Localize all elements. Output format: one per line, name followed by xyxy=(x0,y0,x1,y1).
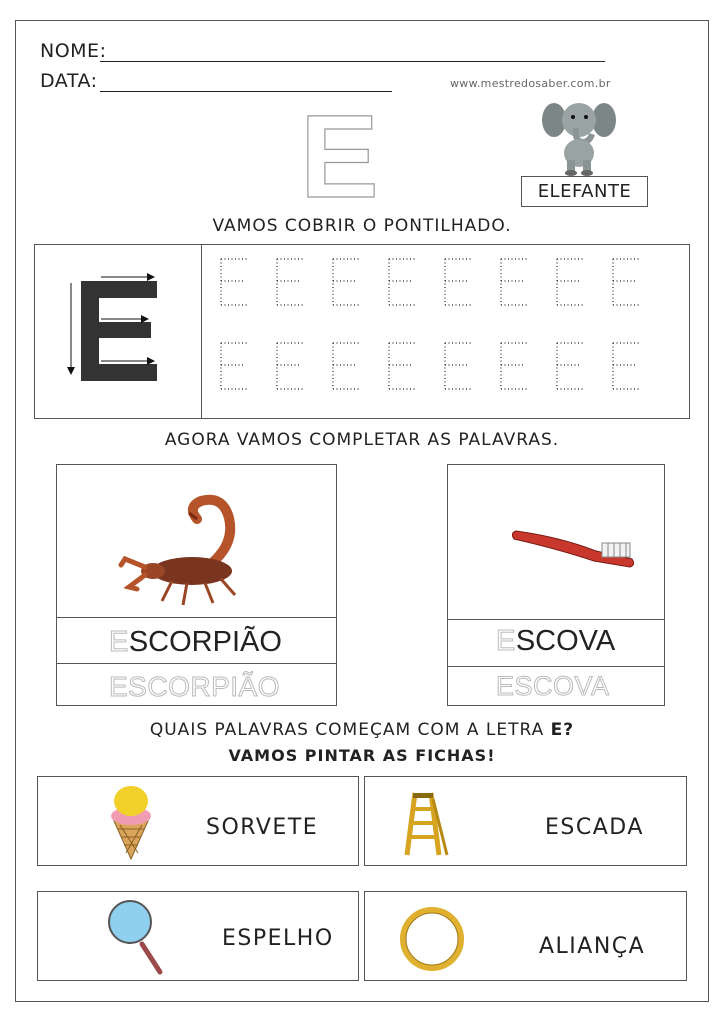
ring-icon xyxy=(397,904,467,974)
highlight-letter: E? xyxy=(550,720,575,740)
word-card-alianca[interactable] xyxy=(364,891,687,981)
word-card-scorpion xyxy=(56,464,337,706)
word-trace-toothbrush[interactable]: ESCOVA xyxy=(496,671,610,701)
dotted-letter[interactable] xyxy=(499,257,531,307)
ladder-icon xyxy=(403,791,449,857)
dotted-letter[interactable] xyxy=(219,257,251,307)
dotted-letter[interactable] xyxy=(611,257,643,307)
model-letter-e xyxy=(61,271,191,386)
word-card-toothbrush xyxy=(447,464,665,706)
dotted-letter[interactable] xyxy=(331,257,363,307)
word-trace-scorpion[interactable]: ESCORPIÃO xyxy=(109,671,280,702)
dotted-letter[interactable] xyxy=(275,341,307,391)
missing-letter: E xyxy=(109,626,129,658)
word-complete-toothbrush[interactable] xyxy=(496,625,615,658)
dotted-letter[interactable] xyxy=(331,341,363,391)
scorpion-icon xyxy=(117,483,267,613)
date-label: DATA: xyxy=(40,70,98,92)
dotted-letter[interactable] xyxy=(443,341,475,391)
dotted-letter[interactable] xyxy=(555,341,587,391)
word-card-escada[interactable] xyxy=(364,776,687,866)
word-card-espelho[interactable] xyxy=(37,891,359,981)
dotted-letter[interactable] xyxy=(387,341,419,391)
hero-letter: E xyxy=(300,91,379,223)
section3-subtitle: VAMOS PINTAR AS FICHAS! xyxy=(228,746,496,765)
word-rest: SCORPIÃO xyxy=(128,626,282,658)
tracing-box xyxy=(34,244,690,419)
dotted-letter[interactable] xyxy=(499,341,531,391)
word-card-sorvete[interactable] xyxy=(37,776,359,866)
elephant-icon xyxy=(540,98,620,176)
word-alianca: ALIANÇA xyxy=(539,934,646,959)
missing-letter: E xyxy=(496,625,516,657)
animal-word-box: ELEFANTE xyxy=(521,176,648,207)
word-rest: SCOVA xyxy=(515,625,616,657)
dotted-letter[interactable] xyxy=(219,341,251,391)
dotted-letter[interactable] xyxy=(275,257,307,307)
section2-title: AGORA VAMOS COMPLETAR AS PALAVRAS. xyxy=(164,430,560,450)
ice-cream-icon xyxy=(108,783,154,861)
site-url: www.mestredosaber.com.br xyxy=(450,77,611,90)
name-line[interactable] xyxy=(100,61,605,62)
dotted-letter[interactable] xyxy=(611,341,643,391)
dotted-letter[interactable] xyxy=(387,257,419,307)
word-espelho: ESPELHO xyxy=(222,926,334,951)
word-sorvete: SORVETE xyxy=(206,815,319,840)
section1-title: VAMOS COBRIR O PONTILHADO. xyxy=(212,216,512,236)
toothbrush-icon xyxy=(510,523,640,573)
tracing-divider xyxy=(201,245,202,418)
word-complete-scorpion[interactable] xyxy=(109,626,282,659)
dotted-letter[interactable] xyxy=(443,257,475,307)
dotted-letter[interactable] xyxy=(555,257,587,307)
section3-title: QUAIS PALAVRAS COMEÇAM COM A LETRA E? xyxy=(149,720,575,740)
name-label: NOME: xyxy=(40,40,107,62)
word-escada: ESCADA xyxy=(545,815,644,840)
mirror-icon xyxy=(106,898,172,978)
